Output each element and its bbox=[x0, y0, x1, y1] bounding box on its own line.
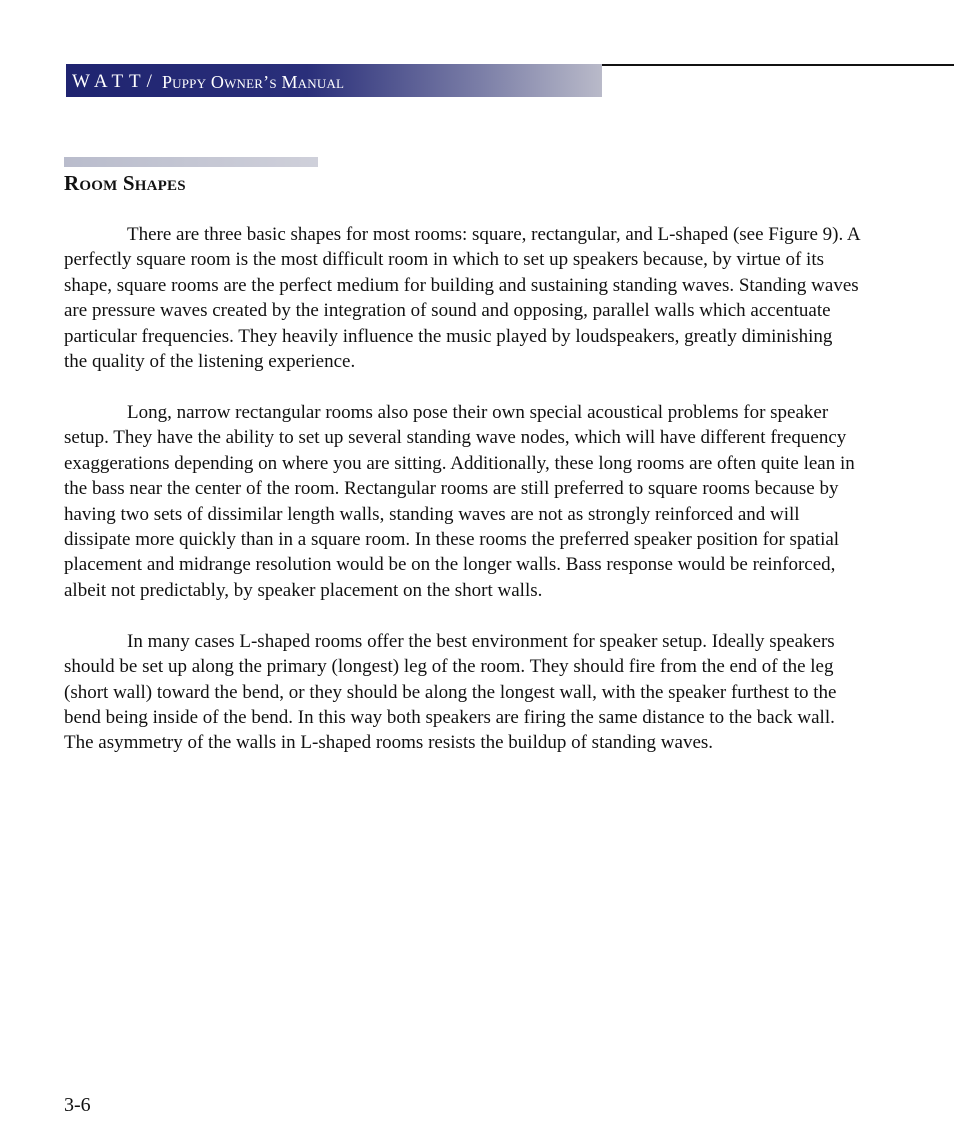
paragraph-square-rooms: There are three basic shapes for most rooms: square, rectangular, and L-shaped (see Figure 9). A perfectly square room is the most difficult room in which to set up speakers because, by virtue of its shape, square rooms are the perfect medium for building and sustaining standing waves. Standing waves are pressure waves created by the integration of sound and opposing, parallel walls which accentuate particular frequencies. They heavily influence the music played by loudspeakers, greatly diminishing the quality of the listening experience. bbox=[64, 224, 860, 373]
header-separator: / bbox=[146, 71, 152, 92]
section-heading: Room Shapes bbox=[64, 171, 186, 195]
paragraph-l-shaped-rooms: In many cases L-shaped rooms offer the best environment for speaker setup. Ideally speakers should be set up along the primary (longest) leg of the room. They should fire from the end of the leg (short wall) toward the bend, or they should be along the longest wall, with the speaker furthest to the bend being inside of the bend. In this way both speakers are firing the same distance to the back wall. The asymmetry of the walls in L-shaped rooms resists the buildup of standing waves. bbox=[64, 630, 837, 754]
header-manual-title: Puppy Owner’s Manual bbox=[161, 71, 345, 92]
body-text bbox=[64, 222, 860, 781]
section-accent-bar bbox=[64, 157, 318, 167]
paragraph-rectangular-rooms: Long, narrow rectangular rooms also pose their own special acoustical problems for speaker setup. They have the ability to set up several standing wave nodes, which will have different frequency exaggerations depending on where you are sitting. Additionally, these long rooms are often quite lean in the bass near the center of the room. Rectangular rooms are still preferred to square rooms because by having two sets of dissimilar length walls, standing waves are not as strongly reinforced and will dissipate more quickly than in a square room. In these rooms the preferred speaker position for spatial placement and midrange resolution would be on the longer walls. Bass response would be reinforced, albeit not predictably, by speaker placement on the short walls. bbox=[64, 401, 855, 601]
page-number: 3-6 bbox=[64, 1094, 91, 1116]
running-header bbox=[66, 64, 602, 97]
header-rule bbox=[602, 64, 954, 66]
header-brand: WATT bbox=[72, 71, 147, 92]
